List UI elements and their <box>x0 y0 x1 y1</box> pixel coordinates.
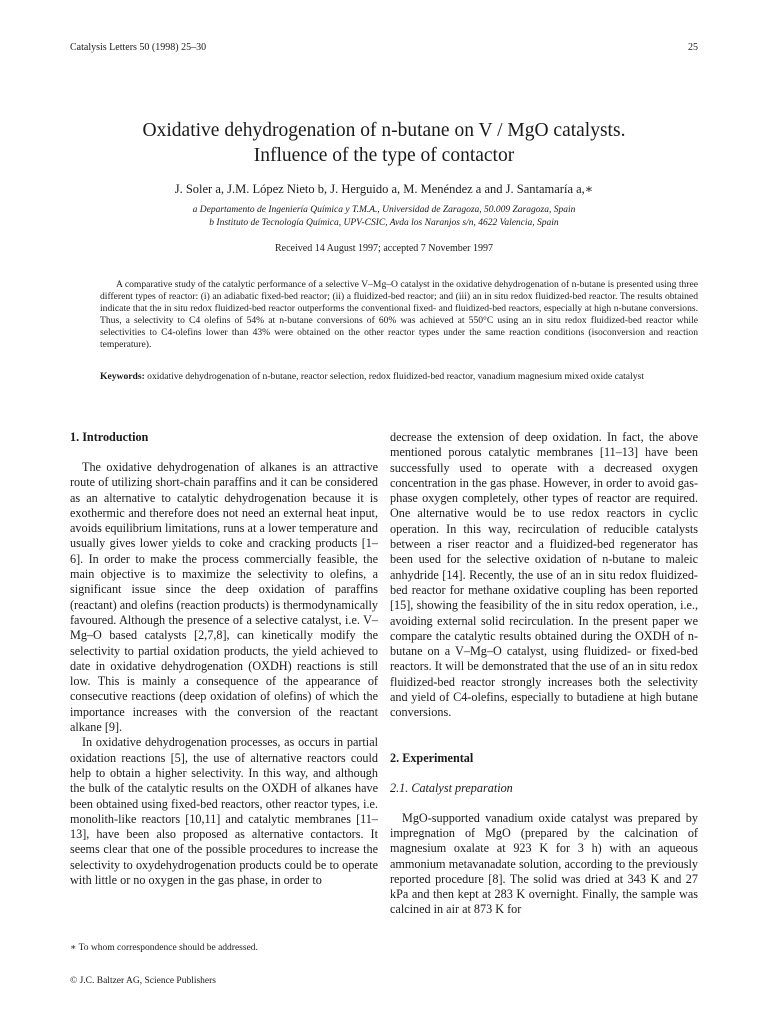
column-right <box>390 430 698 918</box>
title-line-2: Influence of the type of contactor <box>253 145 515 166</box>
received-dates: Received 14 August 1997; accepted 7 November 1997 <box>275 243 493 254</box>
keywords-label: Keywords: <box>100 371 145 382</box>
journal-citation: Catalysis Letters 50 (1998) 25–30 <box>70 42 207 53</box>
paper-title <box>60 118 708 168</box>
abstract: A comparative study of the catalytic performance of a selective V–Mg–O catalyst in the oxidative dehydrogenation of n-butane is presented using three different types of reactor: (i) an adiabatic fixed-bed reactor; (ii) a fluidized-bed reactor; and (iii) an in situ redox fluidized-bed reactor. The results obtained indicate that the in situ redox fluidized-bed reactor outperforms the conventional fixed- and fluidized-bed reactors, especially at high n-butane conversions. Thus, a selectivity to C4 olefins of 54% at n-butane conversions of 60% was achieved at 550°C using an in situ redox fluidized-bed reactor while selectivities to C4-olefins lower than 43% were obtained on the other reactor types under the same reaction conditions (isoconversion and reaction temperature). <box>100 279 698 350</box>
affiliation-b: b Instituto de Tecnología Química, UPV-CSIC, Avda los Naranjos s/n, 4622 Valencia, Spain <box>209 218 559 228</box>
experimental-paragraph-1: MgO-supported vanadium oxide catalyst was prepared by impregnation of MgO (prepared by the calcination of magnesium oxalate at 923 K for 3 h) with an aqueous ammonium metavanadate solution, according to the previously reported procedure [8]. The solid was dried at 343 K and 27 kPa and then kept at 283 K overnight. Finally, the sample was calcined in air at 873 K for <box>390 810 698 917</box>
keywords <box>100 371 698 383</box>
running-head <box>70 42 698 58</box>
author-list: J. Soler a, J.M. López Nieto b, J. Herguido a, M. Menéndez a and J. Santamaría a,∗ <box>174 182 594 196</box>
page-number: 25 <box>688 42 698 53</box>
affiliation-a: a Departamento de Ingeniería Química y T.M.A., Universidad de Zaragoza, 50.009 Zaragoza, Spain <box>192 205 576 215</box>
section-heading-introduction: 1. Introduction <box>70 430 149 444</box>
intro-paragraph-1: The oxidative dehydrogenation of alkanes is an attractive route of utilizing short-chain paraffins and it can be considered as an alternative to catalytic dehydrogenation because it is exothermic and therefore does not need an external heat input, avoids equilibrium limitations, runs at a lower temperature and usually gives lower yields to coke and cracking products [1–6]. In order to make the process commercially feasible, the main objective is to maximize the selectivity to olefins, a significant issue since the deep oxidation of paraffins (reactant) and olefins (reaction products) is thermodynamically favoured. Although the presence of a selective catalyst, i.e. V–Mg–O based catalysts [2,7,8], can kinetically modify the selectivity to partial oxidation products, the yield achieved to date in oxidative dehydrogenation (OXDH) reactions is still low. This is mainly a consequence of the appearance of consecutive reactions (deep oxidation of olefins) of which the importance increases with the conversion of the reactant alkane [9]. <box>70 460 378 735</box>
title-line-1: Oxidative dehydrogenation of n-butane on V / MgO catalysts. <box>142 120 626 141</box>
intro-paragraph-2: In oxidative dehydrogenation processes, as occurs in partial oxidation reactions [5], the use of alternative reactors could help to obtain a higher selectivity. In this way, and although the bulk of the catalytic results on the OXDH of alkanes have been obtained using fixed-bed reactors, other reactor types, i.e. monolith-like reactors [10,11] and catalytic membranes [11–13], have been also proposed as alternative contactors. It seems clear that one of the possible procedures to increase the selectivity to oxydehydrogenation products could be to operate with little or no oxygen in the gas phase, in order to <box>70 735 378 888</box>
subsection-heading-catalyst-preparation: 2.1. Catalyst preparation <box>390 780 513 795</box>
column-left <box>70 430 378 888</box>
footnote: ∗ To whom correspondence should be addressed. <box>70 943 258 953</box>
section-heading-experimental: 2. Experimental <box>390 750 474 765</box>
keywords-text: oxidative dehydrogenation of n-butane, reactor selection, redox fluidized-bed reactor, vanadium magnesium mixed oxide catalyst <box>147 371 644 382</box>
intro-paragraph-3: decrease the extension of deep oxidation. In fact, the above mentioned porous catalytic membranes [11–13] have been successfully used to operate with a decreased oxygen concentration in the gas phase. However, in order to avoid gas-phase oxygen completely, other types of reactor are required. One alternative would be to use redox reactors in cyclic operation. In this way, recirculation of reducible catalysts between a riser reactor and a fluidized-bed regenerator has been used for the selective oxidation of n-butane to maleic anhydride [14]. Recently, the use of an in situ redox fluidized-bed reactor for methane oxidative coupling has been reported [15], showing the feasibility of the in situ redox operation, i.e., avoiding external solid recirculation. In the present paper we compare the catalytic results obtained during the OXDH of n-butane on a V–Mg–O catalyst, using fluidized- or fixed-bed reactors. It will be demonstrated that the use of an in situ redox fluidized-bed reactor strongly increases both the selectivity and yield of C4-olefins, especially to butadiene at high butane conversions. <box>390 430 698 720</box>
copyright: © J.C. Baltzer AG, Science Publishers <box>70 976 217 986</box>
